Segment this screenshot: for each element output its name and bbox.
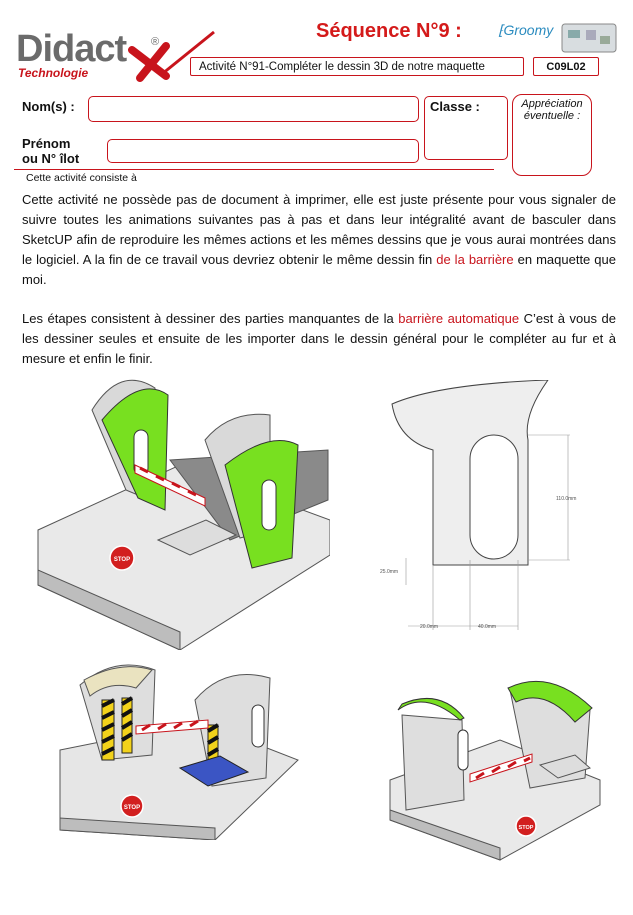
p2-highlight: barrière automatique <box>398 311 520 326</box>
svg-text:STOP: STOP <box>113 557 131 563</box>
svg-text:STOP: STOP <box>518 825 534 831</box>
classe-label: Classe : <box>430 99 480 114</box>
svg-text:110.0mm: 110.0mm <box>556 496 577 502</box>
groomy-logo <box>498 22 553 39</box>
prenom-field[interactable] <box>107 139 419 163</box>
svg-text:STOP: STOP <box>123 805 141 811</box>
logo-registered-mark: ® <box>151 36 160 48</box>
figure-3d-green-barrier <box>30 370 330 650</box>
nom-field[interactable] <box>88 96 419 122</box>
paragraph-2 <box>22 309 616 369</box>
p1-highlight: de la barrière <box>436 252 514 267</box>
ilot-label: ou N° îlot <box>22 151 80 166</box>
paragraph-1 <box>22 190 616 290</box>
p2-text-a: Les étapes consistent à dessiner des parties manquantes de la <box>22 311 399 326</box>
figure-technical-drawing <box>378 380 578 640</box>
svg-text:40.0mm: 40.0mm <box>478 624 497 630</box>
circuit-board-icon <box>560 16 620 56</box>
appreciation-label-1: Appréciation <box>521 98 583 110</box>
activity-code: C09L02 <box>533 57 599 76</box>
appreciation-label-2: éventuelle : <box>523 110 581 122</box>
groomy-icon: ⁅ <box>498 22 504 38</box>
p2-text-b: C’est à vous de les dessiner seules et ensuite de les importer dans le dessin général pour le compléter au fur et à mesure et enfin le finir. <box>22 311 616 366</box>
logo-didact: Didact <box>16 28 127 70</box>
logo-subtitle: Technologie <box>18 66 89 80</box>
p1-text-a: Cette activité ne possède pas de document à imprimer, elle est juste présente pour vous signaler de suivre toutes les animations suivantes pas à pas et dans leur intégralité avant de basculer dans SketcUP afin de reproduire les mêmes actions et les mêmes dessins que je vous aurai montrées dans le logiciel. A la fin de ce travail vous devriez obtenir le même dessin fin <box>22 192 616 267</box>
appreciation-box[interactable] <box>512 94 592 176</box>
figure-3d-green-roof-barrier <box>380 670 610 870</box>
svg-text:20.0mm: 20.0mm <box>420 624 439 630</box>
intro-label: Cette activité consiste à <box>26 172 137 184</box>
divider <box>14 169 494 170</box>
svg-text:25.0mm: 25.0mm <box>380 569 399 575</box>
figure-3d-hazard-barrier <box>40 660 300 840</box>
prenom-label: Prénom <box>22 136 71 151</box>
groomy-label: Groomy <box>503 22 554 38</box>
nom-label: Nom(s) : <box>22 99 75 114</box>
activity-title: Activité N°91-Compléter le dessin 3D de notre maquette <box>190 57 524 76</box>
sequence-title: Séquence N°9 : <box>316 20 462 42</box>
p1-text-b: en maquette que moi. <box>22 252 616 287</box>
